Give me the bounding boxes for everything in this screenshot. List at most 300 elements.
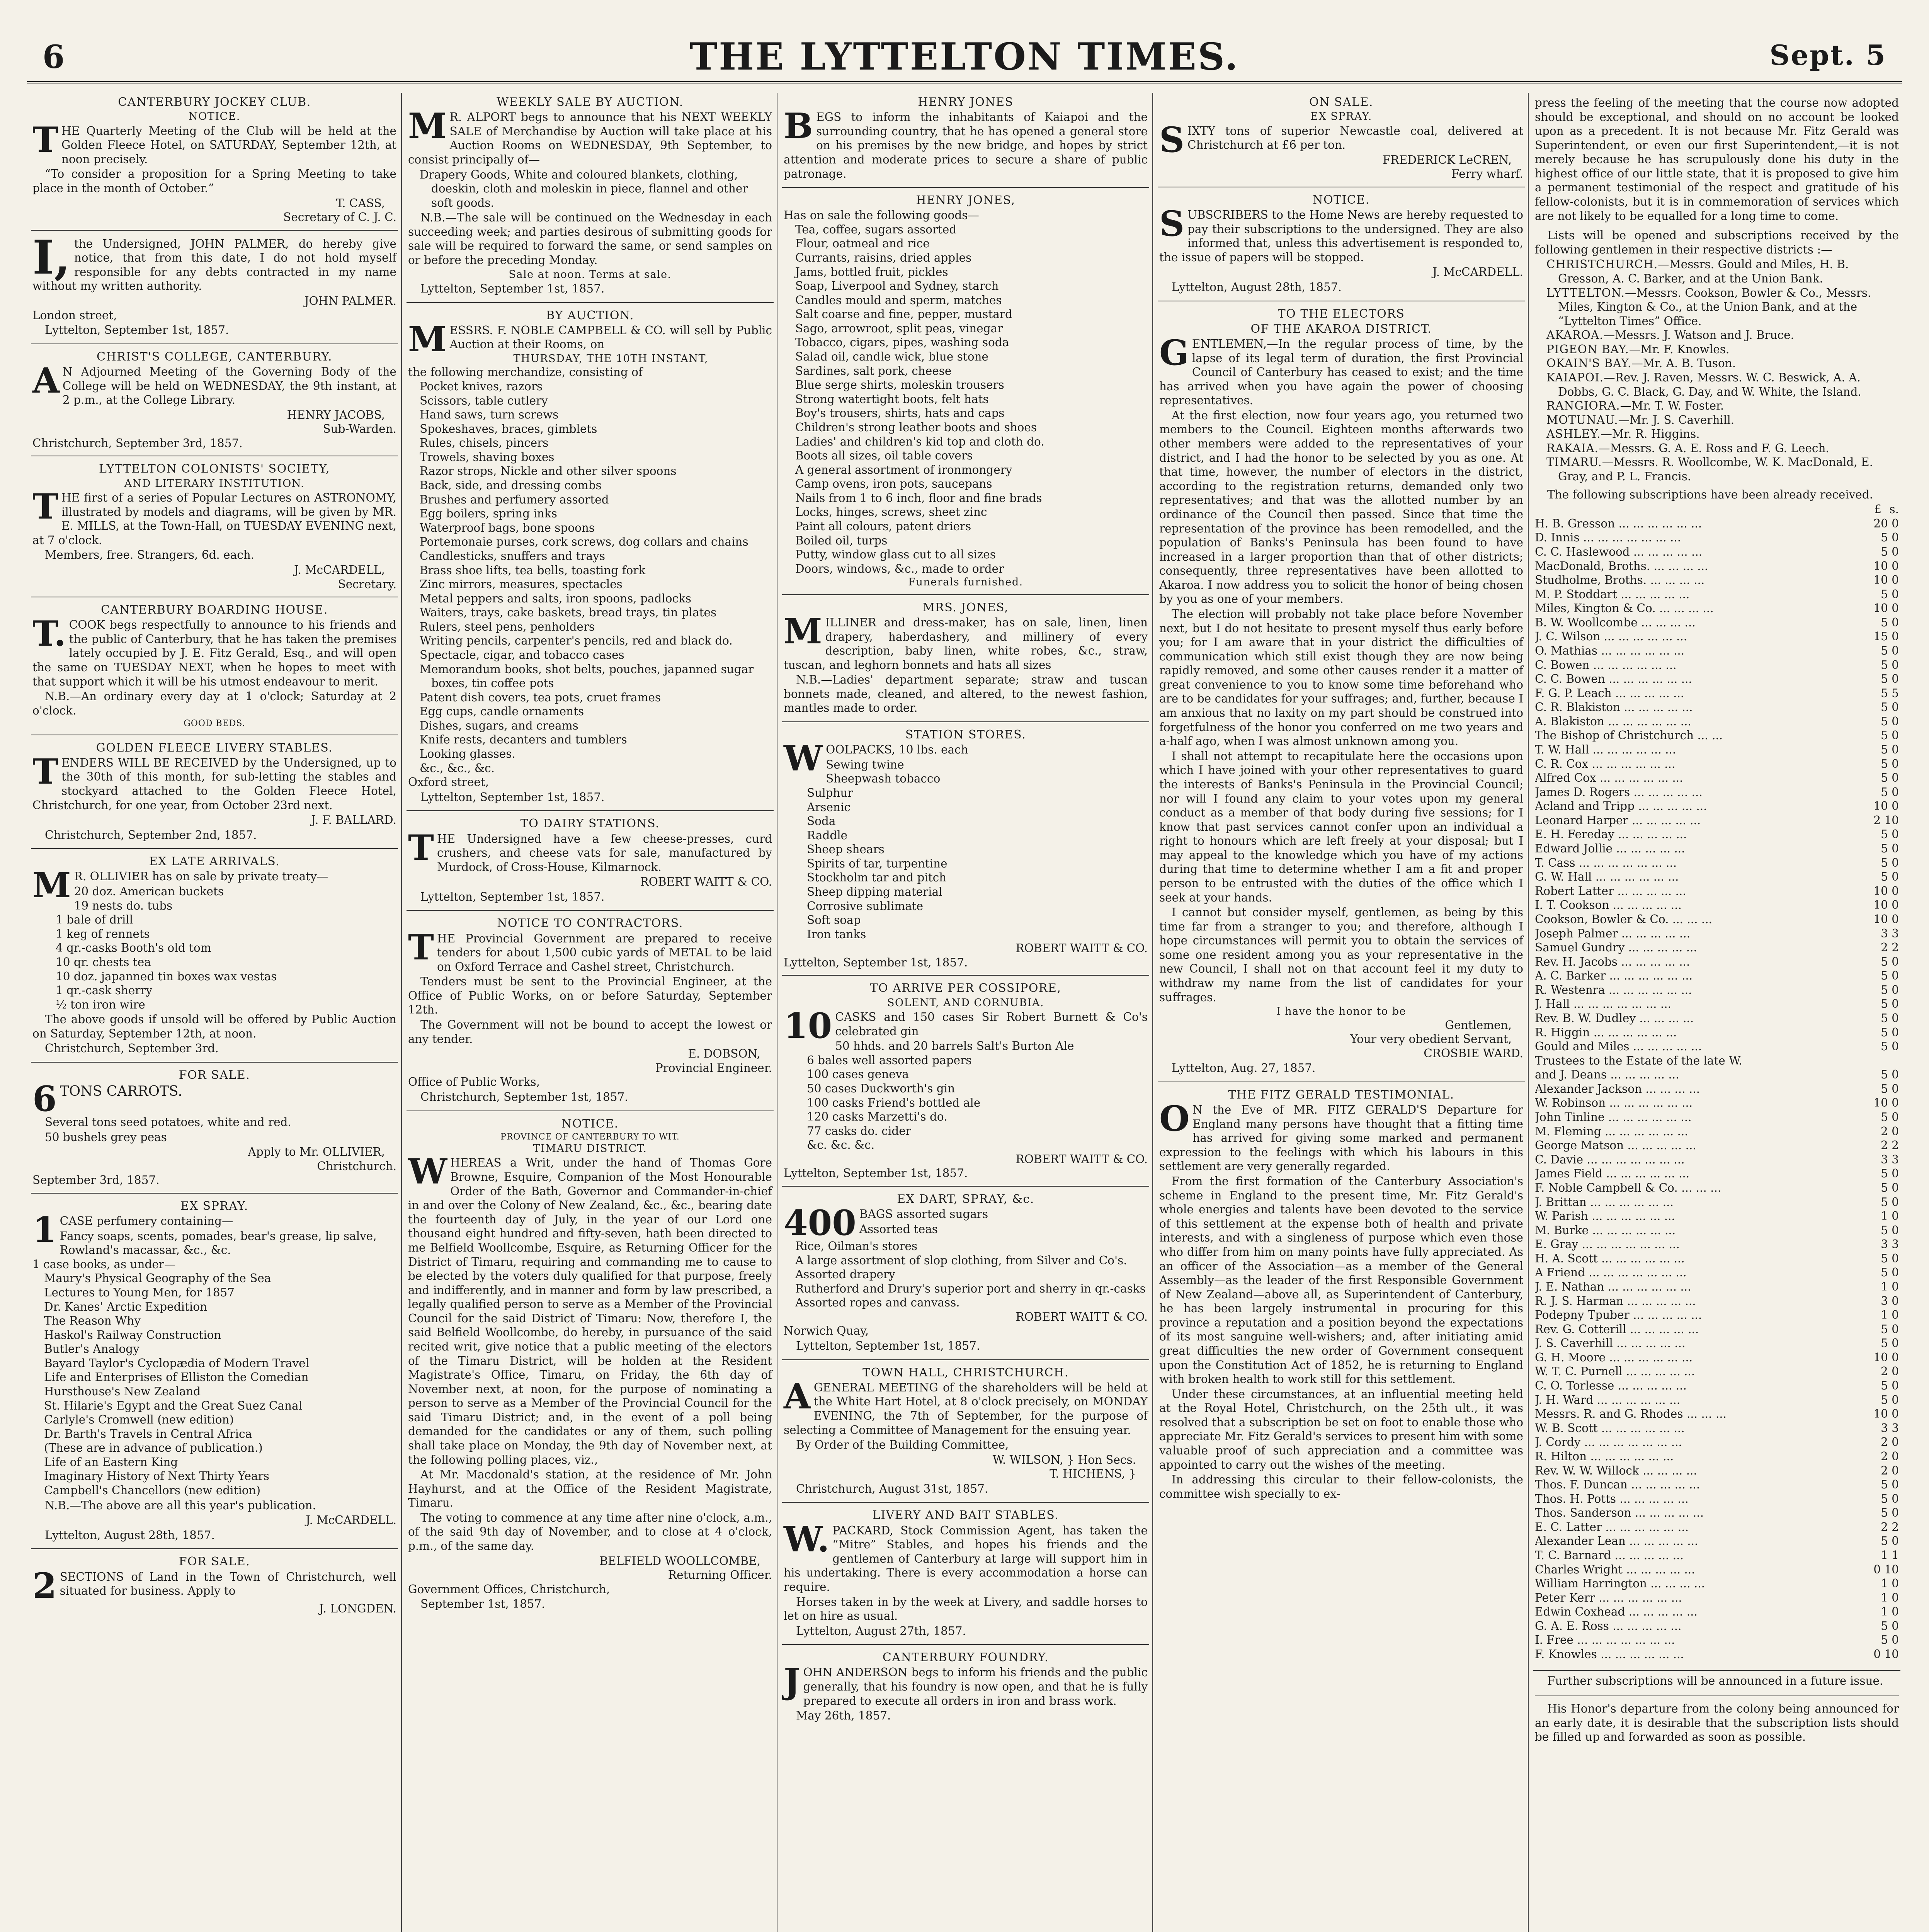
subscriber-name: J. Brittan ... ... ... ... ... ...: [1535, 1195, 1674, 1209]
subscriber-name: F. Knowles ... ... ... ... ... ...: [1535, 1648, 1684, 1661]
subscription-row: [1535, 799, 1899, 813]
column-5: [1533, 93, 1900, 1932]
subscription-amount: 5 0: [1881, 1379, 1899, 1393]
list-item: Ladies' and children's kid top and cloth do.: [795, 435, 1044, 448]
list-item: Strong watertight boots, felt hats: [795, 392, 989, 406]
list-item: Stockholm tar and pitch: [807, 871, 947, 884]
ad-address: London street,: [32, 308, 117, 322]
subscription-row: [1535, 1492, 1899, 1506]
ad-address: Norwich Quay,: [784, 1324, 869, 1338]
subscription-row: [1535, 1054, 1899, 1068]
list-item: The Reason Why: [44, 1314, 141, 1328]
subscriber-name: Thos. F. Duncan ... ... ... ... ...: [1535, 1478, 1700, 1492]
subscriber-name: C. Davie ... ... ... ... ... ... ...: [1535, 1153, 1685, 1166]
subscription-amount: 5 0: [1881, 644, 1899, 657]
subscriber-name: O. Mathias ... ... ... ... ... ...: [1535, 644, 1685, 657]
akaroa-electors-address: [1158, 304, 1525, 1082]
list-item: Candles mould and sperm, matches: [795, 293, 1002, 307]
subscription-amount: 5 0: [1881, 1012, 1899, 1025]
list-item: Imaginary History of Next Thirty Years: [44, 1469, 269, 1483]
location-agents: —Rev. J. Raven, Messrs. W. C. Beswick, A. A. Dobbs, G. C. Black, G. Day, and W. White, the Island.: [1558, 371, 1861, 398]
subscription-row: [1535, 983, 1899, 997]
ad-body: 50 bushels grey peas: [45, 1130, 167, 1144]
subscription-amount: 1 0: [1881, 1209, 1899, 1223]
subscription-amount: 2 0: [1881, 1435, 1899, 1449]
subscription-row: [1535, 728, 1899, 743]
subscriber-name: H. A. Scott ... ... ... ... ... ...: [1535, 1252, 1685, 1265]
ad-date: Lyttelton, Aug. 27, 1857.: [1172, 1061, 1316, 1075]
page-number: 6: [43, 39, 65, 76]
subscription-row: [1535, 1096, 1899, 1110]
list-item: Dr. Kanes' Arctic Expedition: [44, 1300, 207, 1313]
drop-cap: G: [1159, 332, 1189, 373]
location-name: ASHLEY.: [1546, 427, 1601, 441]
list-item: Back, side, and dressing combs: [420, 479, 602, 492]
ad-signature: T. CASS,: [336, 196, 385, 210]
list-item: Boots all sizes, oil table covers: [795, 449, 973, 463]
subscriber-name: R. Hilton ... ... ... ... ... ...: [1535, 1449, 1674, 1463]
list-item: 77 casks do. cider: [807, 1124, 911, 1138]
location-name: TIMARU.: [1546, 456, 1602, 469]
ad-signature: J. McCARDELL.: [306, 1514, 396, 1527]
list-item: Life of an Eastern King: [44, 1455, 178, 1469]
subscription-amount: 5 0: [1881, 856, 1899, 869]
subscription-row: [1535, 1252, 1899, 1266]
ad-date: Christchurch, August 31st, 1857.: [796, 1482, 988, 1495]
list-item: Rice, Oilman's stores: [795, 1240, 918, 1253]
list-item: Salt coarse and fine, pepper, mustard: [795, 308, 1012, 321]
subscription-row: [1535, 757, 1899, 771]
subscription-row: [1535, 870, 1899, 884]
list-item: Memorandum books, shot belts, pouches, japanned sugar boxes, tin coffee pots: [420, 662, 754, 690]
ad-body: UBSCRIBERS to the Home News are hereby requested to pay their subscriptions to the undersigned. They are also informed that, unless this advertisement is responded to, the issue of papers will be stopped.: [1159, 208, 1523, 264]
list-item: Raddle: [807, 828, 848, 842]
subscriber-name: Peter Kerr ... ... ... ... ... ...: [1535, 1591, 1682, 1604]
henry-jones-goods: [782, 191, 1149, 595]
subscription-list-location: [1535, 371, 1899, 399]
subscription-row: [1535, 1294, 1899, 1308]
ad-body: By Order of the Building Committee,: [796, 1438, 1009, 1452]
list-item: Maury's Physical Geography of the Sea: [44, 1272, 271, 1285]
list-item: Scissors, table cutlery: [420, 394, 548, 407]
ad-body: OHN ANDERSON begs to inform his friends and the public generally, that his foundry is now open, and that he is fully prepared to execute all orders in iron and brass work.: [803, 1666, 1148, 1708]
list-item: Sardines, salt pork, cheese: [795, 364, 952, 378]
subscription-amount: 5 0: [1881, 545, 1899, 558]
ad-heading: ON SALE.: [1309, 95, 1373, 109]
ad-signature: ROBERT WAITT & CO.: [1016, 1152, 1148, 1166]
drop-cap: W: [408, 1151, 447, 1192]
subscription-amount: 5 0: [1881, 1026, 1899, 1039]
subscription-row: [1535, 531, 1899, 545]
subscriber-name: A. Blakiston ... ... ... ... ... ...: [1535, 714, 1691, 728]
ad-heading: TO ARRIVE PER COSSIPORE,: [870, 981, 1061, 995]
subscriber-name: Edwin Coxhead ... ... ... ... ...: [1535, 1605, 1698, 1619]
subscriber-name: James D. Rogers ... ... ... ... ...: [1535, 785, 1703, 799]
drop-cap: 1: [32, 1209, 57, 1251]
list-item: Assorted ropes and canvass.: [795, 1296, 960, 1310]
ad-address: Oxford street,: [408, 776, 489, 789]
subscription-row: [1535, 700, 1899, 714]
ad-body: press the feeling of the meeting that the course now adopted should be exceptional, and should on no account be looked upon as a precedent. It is not because Mr. Fitz Gerald was Superintendent, or even our first Superintendent,—it is not merely because he has scrupulously done his duty in the highest office of our little state, that it is proposed to give him a permanent testimonial of the respect and gratitude of his fellow-colonists, but it is in commemoration of services which are not likely to be equalled for a long time to come.: [1535, 96, 1899, 223]
list-item: Soda: [807, 815, 836, 828]
subscription-amount: 1 0: [1881, 1591, 1899, 1604]
subscription-row: [1535, 927, 1899, 941]
list-item: Rutherford and Drury's superior port and sherry in qr.-casks: [795, 1282, 1146, 1295]
subscription-amount: 1 0: [1881, 1605, 1899, 1619]
subscription-list-location: [1535, 356, 1899, 371]
drop-cap: M: [32, 865, 71, 906]
bait-stables: [782, 1506, 1149, 1645]
subscription-row: [1535, 1435, 1899, 1449]
subscription-amount: 5 0: [1881, 1322, 1899, 1336]
subscriber-name: George Matson ... ... ... ... ...: [1535, 1139, 1696, 1152]
subscription-row: [1535, 1153, 1899, 1167]
list-item: Metal peppers and salts, iron spoons, padlocks: [420, 592, 692, 605]
ad-heading: LYTTELTON COLONISTS' SOCIETY,: [99, 462, 330, 476]
subscription-row: [1535, 1265, 1899, 1280]
subscription-list-location: [1535, 257, 1899, 286]
list-item: 1 bale of drill: [56, 913, 133, 927]
ad-body: HE Quarterly Meeting of the Club will be held at the Golden Fleece Hotel, on SATURDAY, September 12th, at noon precisely.: [61, 124, 396, 166]
list-item: Waterproof bags, bone spoons: [420, 521, 595, 534]
ad-signature-title: Secretary of C. J. C.: [283, 211, 396, 224]
subscription-row: [1535, 1379, 1899, 1393]
subscriber-name: G. H. Moore ... ... ... ... ... ...: [1535, 1350, 1693, 1364]
ad-signature-title: Secretary.: [338, 577, 396, 591]
list-item: Brushes and perfumery assorted: [420, 493, 609, 506]
ad-body: the Undersigned, JOHN PALMER, do hereby give notice, that from this date, I do not hold myself responsible for any debts contracted in my name without my written authority.: [32, 237, 396, 293]
subscription-amount: 3 3: [1881, 1238, 1899, 1251]
ad-date: Lyttelton, September 1st, 1857.: [420, 282, 605, 296]
list-item: Sheep dipping material: [807, 885, 942, 898]
subscription-amount: 10 0: [1873, 1350, 1899, 1364]
subscriber-name: Rev. G. Cotterill ... ... ... ... ...: [1535, 1322, 1699, 1336]
subscriber-name: T. Cass ... ... ... ... ... ... ...: [1535, 856, 1677, 869]
ad-body: HE Undersigned have a few cheese-presses, curd crushers, and cheese vats for sale, manufactured by Murdock, of Cross-House, Kilmarnock.: [437, 832, 772, 874]
list-item: Soft soap: [807, 913, 861, 927]
subscription-amount: 3 0: [1881, 1294, 1899, 1308]
list-item: Rulers, steel pens, penholders: [420, 620, 595, 633]
subscription-amount: 5 0: [1881, 1068, 1899, 1082]
drop-cap: O: [1159, 1098, 1190, 1139]
jockey-club-notice: [31, 93, 398, 231]
list-item: Iron tanks: [807, 927, 866, 941]
subscription-row: [1535, 686, 1899, 701]
list-item: 50 hhds. and 20 barrels Salt's Burton Ale: [835, 1039, 1074, 1053]
ad-body: The above goods if unsold will be offered by Public Auction on Saturday, September 12th, at noon.: [32, 1013, 396, 1040]
late-arrivals-notice: [31, 852, 398, 1063]
subscription-amount: 10 0: [1873, 912, 1899, 926]
ad-heading: NOTICE.: [1313, 193, 1370, 207]
ad-heading: CHRIST'S COLLEGE, CANTERBURY.: [96, 350, 332, 364]
subscription-row: [1535, 1591, 1899, 1605]
subscriber-name: Studholme, Broths. ... ... ... ...: [1535, 573, 1705, 587]
list-item: 100 casks Friend's bottled ale: [807, 1096, 981, 1109]
list-item: &c., &c., &c.: [420, 761, 495, 775]
contractors-notice: [407, 914, 774, 1111]
subscription-table-header: [1535, 502, 1899, 517]
list-item: 6 bales well assorted papers: [807, 1053, 972, 1067]
subscriber-name: Podepny Tpuber ... ... ... ... ...: [1535, 1308, 1702, 1322]
list-item: Sheepwash tobacco: [826, 772, 941, 786]
list-item: 100 cases geneva: [807, 1068, 909, 1081]
subscriber-name: MacDonald, Broths. ... ... ... ...: [1535, 559, 1708, 573]
list-item: Looking glasses.: [420, 747, 515, 761]
list-item: Boiled oil, turps: [795, 534, 888, 547]
list-item: A general assortment of ironmongery: [795, 463, 1012, 476]
ad-body: From the first formation of the Canterbury Association's scheme in England to the present time, Mr. Fitz Gerald's whole energies and talents have been devoted to the service of this settlement at the expense both of health and private interests, and with a singleness of purpose which even those who differ from him on many points have fully appreciated. As an officer of the Association—as a member of the General Assembly—as the leader of the first Responsible Government of New Zealand—above all, as Superintendent of Canterbury, he has been largely instrumental in procuring for this province a reputation and a position beyond the expectations of its most sanguine well-wishers; and, after initiating amid great difficulties the new order of Government consequent upon the Constitution Act of 1852, he is returning to England with broken health to work still for this settlement.: [1159, 1175, 1523, 1386]
ad-body: Apply to Mr. OLLIVIER,: [248, 1145, 385, 1159]
drop-cap: M: [408, 105, 447, 147]
ad-heading: WEEKLY SALE BY AUCTION.: [497, 95, 684, 109]
ad-heading: FOR SALE.: [179, 1068, 250, 1082]
subscription-amount: 5 0: [1881, 701, 1899, 714]
list-item: Brass shoe lifts, tea bells, toasting fork: [420, 563, 646, 577]
subscription-row: [1535, 955, 1899, 969]
list-item: Life and Enterprises of Elliston the Comedian: [44, 1371, 309, 1384]
subscription-row: [1535, 545, 1899, 559]
list-item: 10 qr. chests tea: [56, 955, 151, 969]
newspaper-title: THE LYTTELTON TIMES.: [689, 35, 1240, 78]
list-item: Spirits of tar, turpentine: [807, 857, 947, 870]
ad-body: I cannot but consider myself, gentlemen, as being by this time far from a stranger to you; and therefore, although I hope circumstances will permit you to obtain the services of some one resident among you as your representative in the new Council, I shall not on that account feel it my duty to withdraw my name from the list of candidates for your suffrages.: [1159, 906, 1523, 1004]
ad-date: May 26th, 1857.: [796, 1709, 891, 1723]
list-item: Waiters, trays, cake baskets, bread trays, tin plates: [420, 606, 717, 619]
subscriber-name: J. Cordy ... ... ... ... ... ... ...: [1535, 1435, 1682, 1449]
subscription-amount: 5 0: [1881, 969, 1899, 983]
subscriber-name: G. A. E. Ross ... ... ... ... ...: [1535, 1619, 1682, 1633]
mrs-jones-milliner: [782, 598, 1149, 722]
subscription-row: [1535, 573, 1899, 587]
subscription-row: [1535, 813, 1899, 828]
subscriber-name: W. Parish ... ... ... ... ... ...: [1535, 1209, 1675, 1223]
drop-cap: M: [408, 318, 447, 360]
drop-cap: A: [784, 1376, 811, 1417]
subscription-amount: 10 0: [1873, 799, 1899, 813]
ad-body: CASE perfumery containing—: [60, 1214, 233, 1228]
livery-stables-notice: [31, 738, 398, 849]
column-rule: [1528, 93, 1529, 1932]
ad-date: Lyttelton, September 1st, 1857.: [420, 790, 605, 804]
drop-cap: T: [32, 119, 58, 160]
subscription-row: [1535, 1223, 1899, 1238]
subscriber-name: C. R. Cox ... ... ... ... ... ...: [1535, 757, 1676, 770]
subscription-list-location: [1535, 328, 1899, 342]
ad-heading: NOTICE.: [561, 1117, 619, 1131]
subscription-amount: 2 2: [1881, 1139, 1899, 1152]
subscription-row: [1535, 644, 1899, 658]
drop-cap: I,: [32, 230, 70, 285]
list-item: Camp ovens, iron pots, saucepans: [795, 477, 992, 491]
subscriber-name: E. C. Latter ... ... ... ... ... ...: [1535, 1520, 1689, 1534]
list-item: (These are in advance of publication.): [44, 1441, 263, 1455]
subscription-amount: 2 2: [1881, 1520, 1899, 1534]
ad-body: “To consider a proposition for a Spring Meeting to take place in the month of October.”: [32, 167, 396, 195]
subscription-row: [1535, 1350, 1899, 1365]
ad-body: R. ALPORT begs to announce that his NEXT WEEKLY SALE of Merchandise by Auction will take place at his Auction Rooms on WEDNESDAY, 9th September, to consist principally of—: [408, 111, 772, 166]
list-item: Doors, windows, &c., made to order: [795, 562, 1004, 575]
subscription-amount: 10 0: [1873, 1407, 1899, 1421]
list-item: 1 keg of rennets: [56, 927, 150, 940]
location-agents: —Messrs. Gould and Miles, H. B. Gresson, A. C. Barker, and at the Union Bank.: [1558, 258, 1849, 285]
subscription-amount: 5 0: [1881, 842, 1899, 855]
list-item: Putty, window glass cut to all sizes: [795, 548, 996, 561]
dairy-stations: [407, 814, 774, 911]
ad-signature: E. DOBSON,: [688, 1047, 760, 1061]
ad-body: ESSRS. F. NOBLE CAMPBELL & CO. will sell by Public Auction at their Rooms, on: [449, 323, 772, 351]
ad-heading: LIVERY AND BAIT STABLES.: [872, 1509, 1059, 1522]
subscription-row: [1535, 1280, 1899, 1294]
ad-date: September 3rd, 1857.: [32, 1173, 160, 1187]
subscription-row: [1535, 771, 1899, 785]
subscription-amount: 5 0: [1881, 1040, 1899, 1053]
subscription-amount: 1 0: [1881, 1577, 1899, 1590]
list-item: Sago, arrowroot, split peas, vinegar: [795, 321, 1003, 335]
ad-body: The Government will not be bound to accept the lowest or any tender.: [408, 1018, 772, 1046]
subscription-row: [1535, 1647, 1899, 1662]
ad-body: Christchurch.: [317, 1159, 396, 1173]
list-item: Funerals furnished.: [908, 576, 1023, 588]
subscription-amount: 5 0: [1881, 1534, 1899, 1548]
drop-cap: 400: [784, 1202, 856, 1244]
ad-date: Christchurch, September 1st, 1857.: [420, 1090, 628, 1104]
ad-heading: HENRY JONES,: [916, 194, 1016, 207]
location-name: LYTTELTON.: [1546, 286, 1625, 299]
subscription-amount: 10 0: [1873, 1096, 1899, 1110]
list-item: Assorted teas: [859, 1222, 938, 1236]
subscriber-name: Alexander Jackson ... ... ... ...: [1535, 1082, 1700, 1095]
ad-date: Christchurch, September 2nd, 1857.: [45, 828, 257, 842]
subscription-row: [1535, 1167, 1899, 1181]
ad-body: Has on sale the following goods—: [784, 209, 979, 222]
subscriber-name: Messrs. R. and G. Rhodes ... ... ...: [1535, 1407, 1727, 1421]
subscription-amount: 5 0: [1881, 771, 1899, 785]
ad-body: Tenders must be sent to the Provincial Engineer, at the Office of Public Works, on or before Saturday, September 12th.: [408, 975, 772, 1017]
drop-cap: T: [32, 486, 58, 527]
list-item: Currants, raisins, dried apples: [795, 251, 972, 264]
subscription-row: [1535, 1534, 1899, 1548]
shillings-header: s.: [1889, 503, 1899, 516]
subscriber-name: Alexander Lean ... ... ... ... ...: [1535, 1534, 1698, 1548]
ad-body: GENERAL MEETING of the shareholders will be held at the White Hart Hotel, at 8 o'clock precisely, on MONDAY EVENING, the 7th of September, for the purpose of selecting a Committee of Management for the ensuing year.: [784, 1381, 1148, 1437]
subscriber-name: D. Innis ... ... ... ... ... ... ...: [1535, 531, 1681, 544]
boarding-house-notice: [31, 600, 398, 735]
subscriber-name: E. Gray ... ... ... ... ... ... ...: [1535, 1238, 1680, 1251]
ad-body: Further subscriptions will be announced in a future issue.: [1547, 1674, 1883, 1687]
subscription-row: [1535, 1449, 1899, 1464]
subscriber-name: M. Fleming ... ... ... ... ... ...: [1535, 1124, 1688, 1138]
subscriber-name: A. C. Barker ... ... ... ... ... ...: [1535, 969, 1693, 983]
subscription-row: [1535, 1605, 1899, 1619]
subscription-row: [1535, 1421, 1899, 1435]
ad-signature-title: Returning Officer.: [668, 1568, 772, 1582]
subscription-amount: 5 0: [1881, 672, 1899, 686]
subscription-amount: 5 0: [1881, 1181, 1899, 1194]
dart-spray-goods: [782, 1190, 1149, 1360]
ad-heading: CANTERBURY FOUNDRY.: [882, 1651, 1049, 1665]
carrots-for-sale: [31, 1066, 398, 1194]
subscription-amount: 5 0: [1881, 1111, 1899, 1124]
subscriber-name: John Tinline ... ... ... ... ... ...: [1535, 1111, 1692, 1124]
ad-body: N.B.—The above are all this year's publication.: [45, 1498, 316, 1512]
subscription-row: [1535, 743, 1899, 757]
list-item: Corrosive sublimate: [807, 899, 924, 913]
ad-body: BAGS assorted sugars: [859, 1208, 988, 1221]
subscription-row: [1535, 856, 1899, 870]
subscriber-name: C. C. Bowen ... ... ... ... ... ...: [1535, 672, 1692, 686]
ad-subheading: EX SPRAY.: [1310, 111, 1372, 123]
subscription-row: [1535, 629, 1899, 644]
subscriber-name: R. J. S. Harman ... ... ... ... ...: [1535, 1294, 1696, 1308]
subscription-row: [1535, 1322, 1899, 1337]
subscription-list-location: [1535, 441, 1899, 456]
henry-jones-store: [782, 93, 1149, 188]
subscriber-name: Cookson, Bowler & Co. ... ... ...: [1535, 912, 1713, 926]
location-agents: —Mr. F. Knowles.: [1629, 342, 1730, 356]
subscription-row: [1535, 1364, 1899, 1379]
ad-body: ILLINER and dress-maker, has on sale, linen, linen drapery, haberdashery, and millinery of every description, baby linen, white robes, &c., straw, tuscan, and leghorn bonnets and hats all sizes: [784, 616, 1148, 672]
subscription-amount: 5 0: [1881, 955, 1899, 968]
ad-body: N.B.—Ladies' department separate; straw and tuscan bonnets made, cleaned, and altered, to the newest fashion, mantles made to order.: [784, 673, 1148, 715]
ad-date: Lyttelton, August 27th, 1857.: [796, 1624, 966, 1638]
location-agents: —Messrs. R. Woollcombe, W. K. MacDonald, E. Gray, and P. L. Francis.: [1558, 456, 1873, 483]
list-item: Egg cups, candle ornaments: [420, 705, 584, 718]
subscription-amount: 2 0: [1881, 1124, 1899, 1138]
subscription-list-location: [1535, 286, 1899, 328]
drop-cap: 6: [32, 1078, 57, 1120]
subscription-amount: 5 0: [1881, 757, 1899, 770]
list-item: 120 casks Marzetti's do.: [807, 1110, 947, 1124]
ad-body: Several tons seed potatoes, white and red.: [45, 1115, 291, 1129]
ad-body: HEREAS a Writ, under the hand of Thomas Gore Browne, Esquire, Companion of the Most Honourable Order of the Bath, Governor and Commander-in-chief in and over the Colony of New Zealand, &c., &c., bearing date the fourteenth day of July, in the year of our Lord one thousand eight hundred and fifty-seven, hath been directed to me Belfield Woollcombe, Esquire, as Returning Officer for the District of Timaru, requiring and commanding me to cause to be elected by the voters duly qualified for that purpose, freely and indifferently, and in manner and form by law prescribed, a legally qualified person to serve as a Member of the Provincial Council for the said District of Timaru: Now, therefore I, the said Belfield Woollcombe, do hereby, in pursuance of the said recited writ, give notice that a public meeting of the electors of the Timaru District, will be holden at the Resident Magistrate's Office, Timaru, on Friday, the 6th day of November next, at noon, for the purpose of nominating a person to serve as a Member of the Provincial Council for the said Timaru District; and, in the event of a poll being demanded for the candidates or any of them, such polling shall take place on Monday, the 9th day of November next, at the following polling places, viz.,: [408, 1156, 772, 1466]
ad-signature: CROSBIE WARD.: [1424, 1046, 1523, 1060]
subscription-row: [1535, 1520, 1899, 1534]
subscription-list-location: [1535, 342, 1899, 357]
subscriber-name: E. H. Fereday ... ... ... ... ...: [1535, 828, 1687, 841]
ad-signature-title: Ferry wharf.: [1451, 167, 1523, 181]
list-item: Children's strong leather boots and shoes: [795, 420, 1037, 434]
location-agents: —Messrs. G. A. E. Ross and F. G. Leech.: [1599, 441, 1829, 455]
subscriber-name: The Bishop of Christchurch ... ...: [1535, 729, 1723, 742]
masthead: [27, 23, 1902, 83]
subscriber-name: J. Hall ... ... ... ... ... ... ...: [1535, 997, 1672, 1011]
ad-body: Horses taken in by the week at Livery, and saddle horses to let on hire as usual.: [784, 1595, 1148, 1623]
subscription-row: [1535, 1181, 1899, 1195]
ad-body: The voting to commence at any time after nine o'clock, a.m., of the said 9th day of November, and to close at 4 o'clock, p.m., of the same day.: [408, 1511, 772, 1553]
subscriber-name: B. W. Woollcombe ... ... ... ...: [1535, 616, 1696, 629]
ad-date: September 1st, 1857.: [420, 1597, 545, 1611]
subscriber-name: M. Burke ... ... ... ... ... ...: [1535, 1223, 1676, 1237]
drop-cap: W.: [784, 1519, 830, 1560]
subscription-row: [1535, 601, 1899, 616]
location-agents: —Mr. R. Higgins.: [1601, 427, 1700, 441]
drop-cap: T.: [32, 613, 66, 655]
subscription-amount: 5 0: [1881, 1492, 1899, 1505]
location-name: RANGIORA.: [1546, 399, 1620, 413]
subscription-amount: 5 0: [1881, 997, 1899, 1011]
subscription-amount: 5 0: [1881, 1167, 1899, 1180]
ad-body: Fancy soaps, scents, pomades, bear's grease, lip salve, Rowland's macassar, &c., &c.: [60, 1229, 377, 1257]
subscription-amount: 10 0: [1873, 884, 1899, 898]
ad-heading: EX SPRAY.: [180, 1199, 248, 1213]
drop-cap: S: [1159, 203, 1184, 245]
subscription-amount: 5 5: [1881, 686, 1899, 700]
subscriber-name: Samuel Gundry ... ... ... ... ...: [1535, 941, 1697, 954]
subscriber-name: Thos. Sanderson ... ... ... ... ...: [1535, 1506, 1704, 1520]
ad-body: In addressing this circular to their fellow-colonists, the committee wish specially to ex-: [1159, 1473, 1523, 1500]
list-item: Zinc mirrors, measures, spectacles: [420, 578, 623, 591]
ad-address: Government Offices, Christchurch,: [408, 1582, 610, 1596]
